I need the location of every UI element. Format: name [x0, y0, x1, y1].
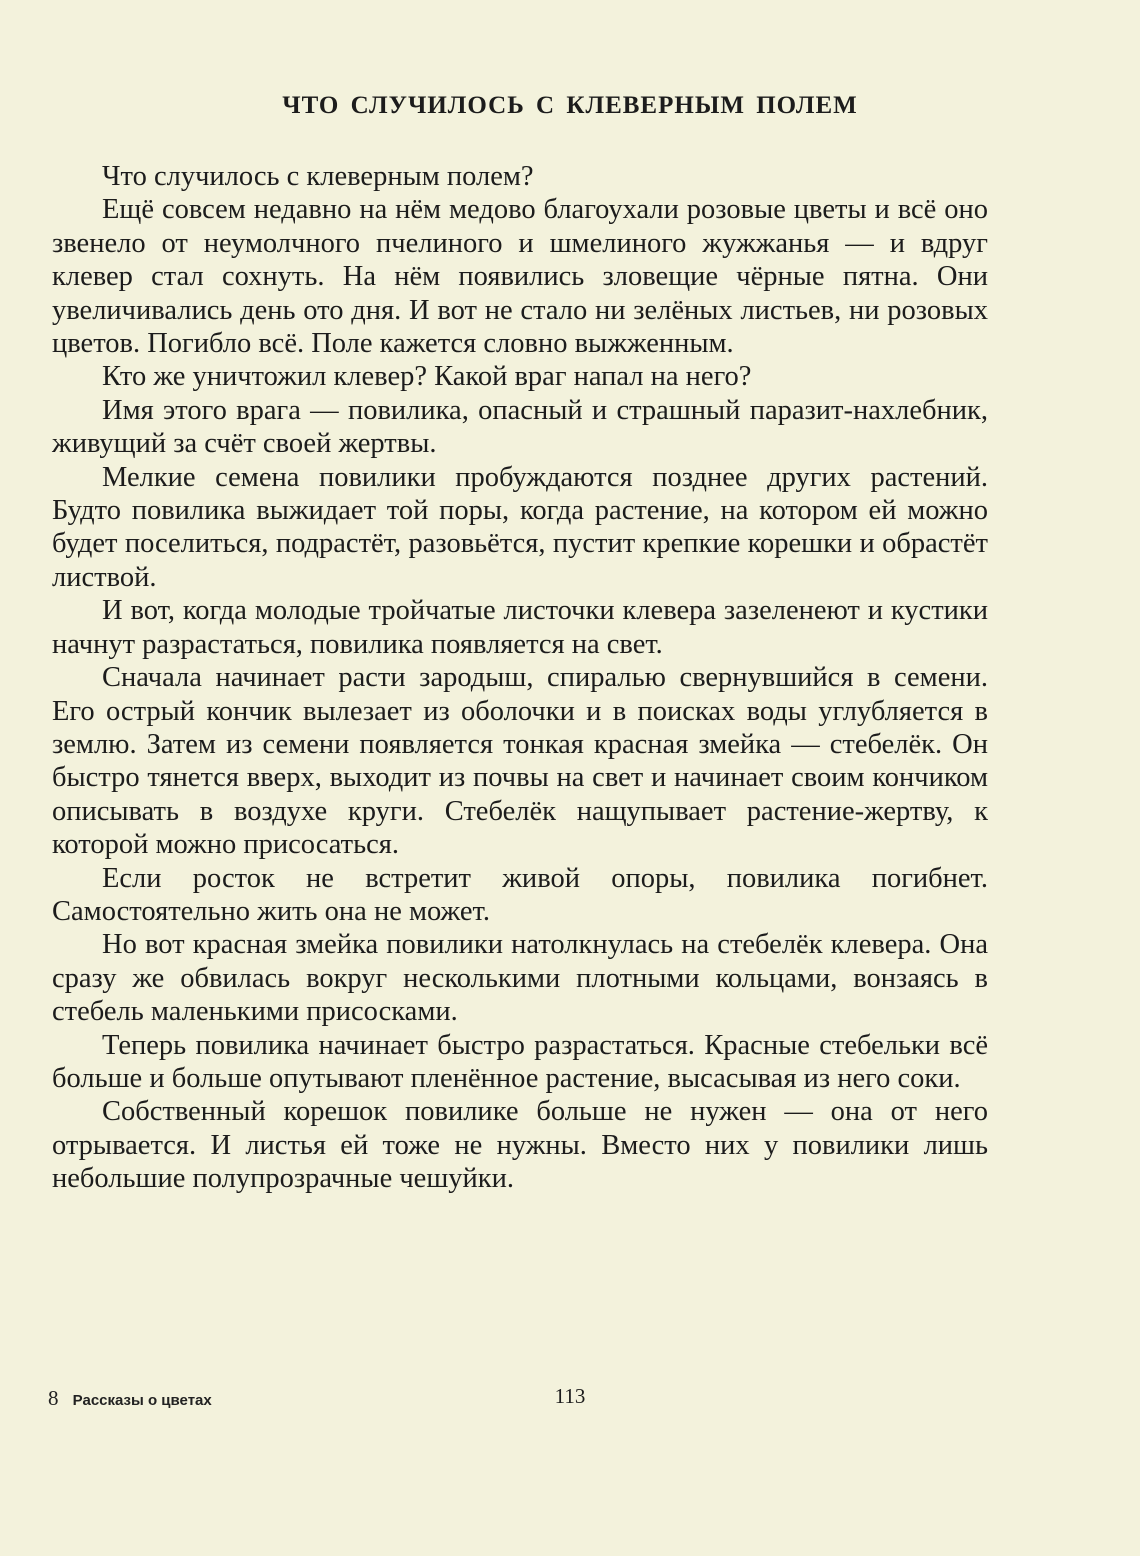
- paragraph: Мелкие семена повилики пробуждаются позднее других растений. Будто повилика выжидает той поры, когда растение, на котором ей можно будет поселиться, подрастёт, разовьётся, пустит крепкие корешки и обрастёт листвой.: [52, 461, 988, 593]
- paragraph: И вот, когда молодые тройчатые листочки клевера зазеленеют и кустики начнут разрастаться, повилика появляется на свет.: [52, 595, 988, 660]
- paragraph: Имя этого врага — повилика, опасный и страшный паразит-нахлебник, живущий за счёт своей жертвы.: [52, 394, 988, 460]
- book-title: Рассказы о цветах: [72, 1392, 212, 1409]
- body-text: [52, 160, 988, 1196]
- paragraph: Что случилось с клеверным полем?: [102, 161, 534, 192]
- paragraph: Собственный корешок повилике больше не нужен — она от него отрывается. И листья ей тоже не нужны. Вместо них у повилики лишь небольшие полупрозрачные чешуйки.: [52, 1096, 988, 1195]
- paragraph: Ещё совсем недавно на нём медово благоухали розовые цветы и всё оно звенело от неумолчного пчелиного и шмелиного жужжанья — и вдруг клевер стал сохнуть. На нём появились зловещие чёрные пятна. Они увеличивались день ото дня. И вот не стало ни зелёных листьев, ни розовых цветов. Погибло всё. Поле кажется словно выжженным.: [52, 194, 988, 360]
- paragraph: Если росток не встретит живой опоры, повилика погибнет. Самостоятельно жить она не может.: [52, 862, 988, 927]
- page-number: 113: [554, 1384, 586, 1408]
- paragraph: Теперь повилика начинает быстро разрастаться. Красные стебельки всё больше и больше опутывают пленённое растение, высасывая из него соки.: [52, 1029, 988, 1094]
- signature-number: 8: [48, 1386, 59, 1410]
- chapter-title: ЧТО СЛУЧИЛОСЬ С КЛЕВЕРНЫМ ПОЛЕМ: [282, 92, 858, 119]
- paragraph: Кто же уничтожил клевер? Какой враг напал на него?: [102, 361, 752, 393]
- paragraph: Сначала начинает расти зародыш, спиралью свернувшийся в семени. Его острый кончик вылезает из оболочки и в поисках воды углубляется в землю. Затем из семени появляется тонкая красная змейка — стебелёк. Он быстро тянется вверх, выходит из почвы на свет и начинает своим кончиком описывать в воздухе круги. Стебелёк нащупывает растение-жертву, к которой можно присосаться.: [52, 662, 988, 861]
- paragraph: Но вот красная змейка повилики натолкнулась на стебелёк клевера. Она сразу же обвилась вокруг несколькими плотными кольцами, вонзаясь в стебель маленькими присосками.: [52, 929, 988, 1028]
